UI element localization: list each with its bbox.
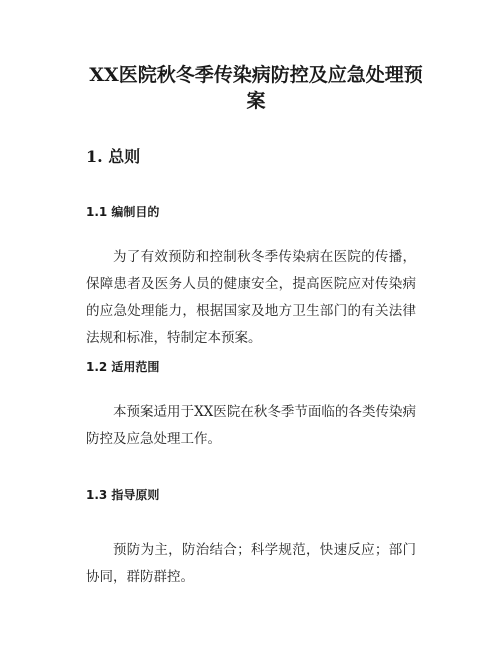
paragraph-purpose: 为了有效预防和控制秋冬季传染病在医院的传播，保障患者及医务人员的健康安全，提高医院应对传染病的应急处理能力，根据国家及地方卫生部门的有关法律法规和标准，特制定本预案。 [86, 249, 416, 346]
document-title: XX医院秋冬季传染病防控及应急处理预案 [89, 64, 423, 112]
subsection-heading-scope: 1.2 适用范围 [86, 360, 160, 374]
subsection-heading-principles: 1.3 指导原则 [86, 488, 160, 502]
paragraph-scope: 本预案适用于XX医院在秋冬季节面临的各类传染病防控及应急处理工作。 [86, 404, 416, 447]
section-heading-general: 1. 总则 [86, 147, 141, 166]
paragraph-principles: 预防为主，防治结合；科学规范，快速反应；部门协同，群防群控。 [86, 542, 416, 585]
subsection-heading-purpose: 1.1 编制目的 [86, 205, 160, 219]
